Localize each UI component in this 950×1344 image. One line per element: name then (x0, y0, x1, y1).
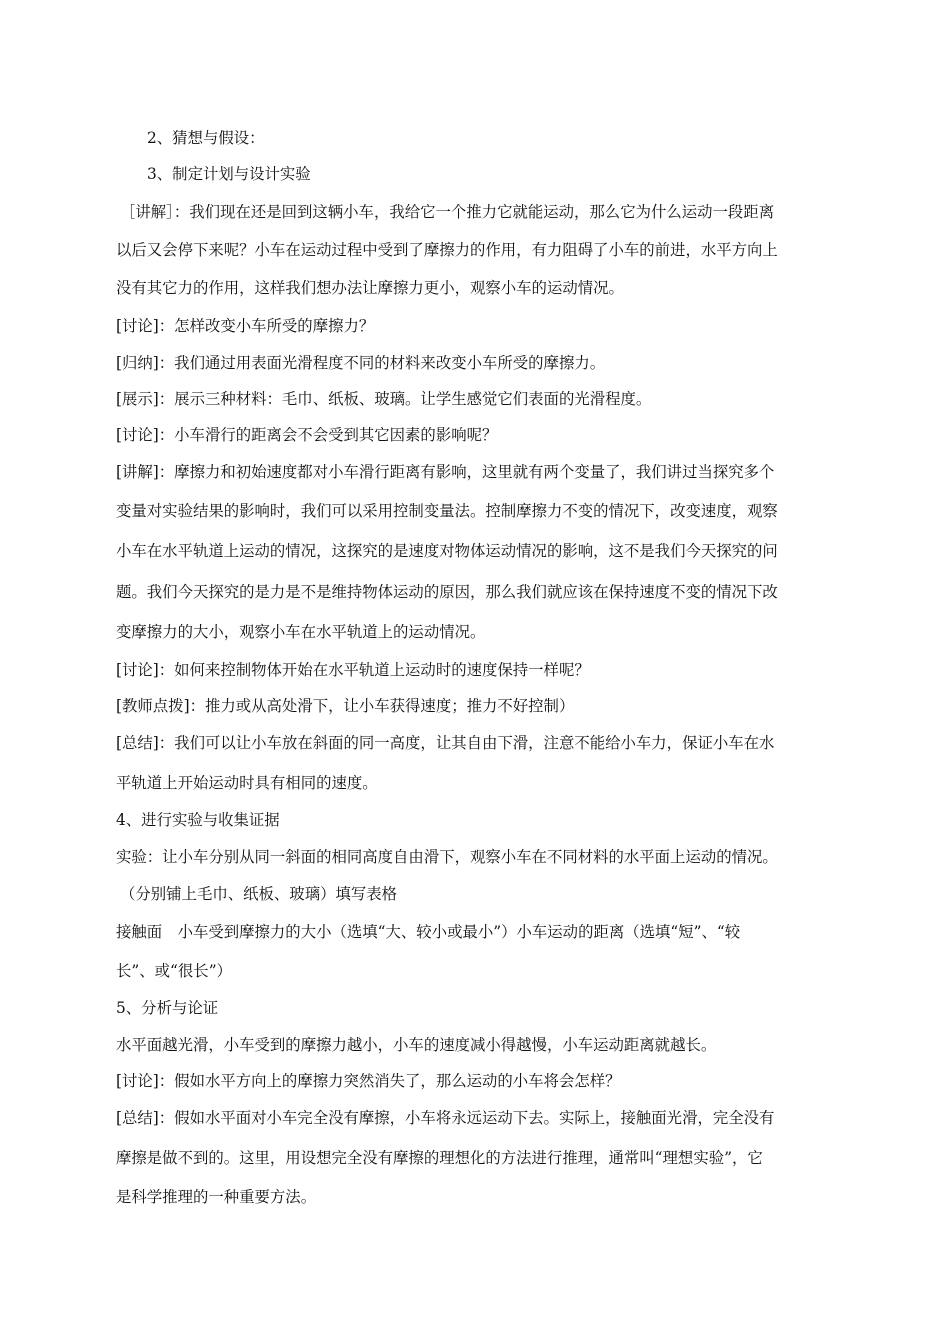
paragraph-line: 实验：让小车分别从同一斜面的相同高度自由滑下，观察小车在不同材料的水平面上运动的情况。 (116, 848, 778, 866)
paragraph-line: 是科学推理的一种重要方法。 (116, 1188, 317, 1206)
paragraph-line: 题。我们今天探究的是力是不是维持物体运动的原因，那么我们就应该在保持速度不变的情况下改 (116, 583, 778, 601)
paragraph-line: 摩擦是做不到的。这里，用设想完全没有摩擦的理想化的方法进行推理，通常叫“理想实验”，它 (116, 1149, 763, 1167)
paragraph-line: 变量对实验结果的影响时，我们可以采用控制变量法。控制摩擦力不变的情况下，改变速度，观察 (116, 502, 778, 520)
paragraph-line: [讲解]：摩擦力和初始速度都对小车滑行距离有影响，这里就有两个变量了，我们讲过当探究多个 (116, 463, 775, 481)
paragraph-line: [讨论]：如何来控制物体开始在水平轨道上运动时的速度保持一样呢？ (116, 661, 590, 679)
paragraph-line: 变摩擦力的大小，观察小车在水平轨道上的运动情况。 (116, 623, 486, 641)
paragraph-line: [讨论]：怎样改变小车所受的摩擦力？ (116, 317, 375, 335)
paragraph-line: [展示]：展示三种材料：毛巾、纸板、玻璃。让学生感觉它们表面的光滑程度。 (116, 390, 652, 408)
heading-experiment: 4、进行实验与收集证据 (116, 811, 280, 829)
paragraph-line: 水平面越光滑，小车受到的摩擦力越小，小车的速度减小得越慢，小车运动距离就越长。 (116, 1036, 717, 1054)
paragraph-line: [归纳]：我们通过用表面光滑程度不同的材料来改变小车所受的摩擦力。 (116, 354, 606, 372)
paragraph-line: [讨论]：假如水平方向上的摩擦力突然消失了，那么运动的小车将会怎样？ (116, 1072, 621, 1090)
heading-plan-design: 3、制定计划与设计实验 (147, 165, 311, 183)
paragraph-line: （分别铺上毛巾、纸板、玻璃）填写表格 (120, 885, 398, 903)
paragraph-line: ［讲解］：我们现在还是回到这辆小车，我给它一个推力它就能运动，那么它为什么运动一段距离 (120, 203, 775, 221)
paragraph-line: [总结]：我们可以让小车放在斜面的同一高度，让其自由下滑，注意不能给小车力，保证小车在水 (116, 734, 775, 752)
table-header-line: 接触面 小车受到摩擦力的大小（选填“大、较小或最小”）小车运动的距离（选填“短”、“较 (116, 923, 741, 941)
paragraph-line: 以后又会停下来呢？小车在运动过程中受到了摩擦力的作用，有力阻碍了小车的前进，水平方向上 (116, 241, 778, 259)
paragraph-line: [讨论]：小车滑行的距离会不会受到其它因素的影响呢？ (116, 426, 498, 444)
paragraph-line: [教师点拨]：推力或从高处滑下，让小车获得速度；推力不好控制） (116, 697, 575, 715)
paragraph-line: 小车在水平轨道上运动的情况，这探究的是速度对物体运动情况的影响，这不是我们今天探究的问 (116, 542, 778, 560)
paragraph-line: [总结]：假如水平面对小车完全没有摩擦，小车将永远运动下去。实际上，接触面光滑，完全没有 (116, 1109, 775, 1127)
paragraph-line: 平轨道上开始运动时具有相同的速度。 (116, 774, 378, 792)
paragraph-line: 没有其它力的作用，这样我们想办法让摩擦力更小，观察小车的运动情况。 (116, 279, 624, 297)
heading-analysis: 5、分析与论证 (116, 999, 219, 1017)
table-header-line: 长”、或“很长”） (116, 962, 232, 980)
heading-hypothesis: 2、猜想与假设： (147, 129, 265, 147)
